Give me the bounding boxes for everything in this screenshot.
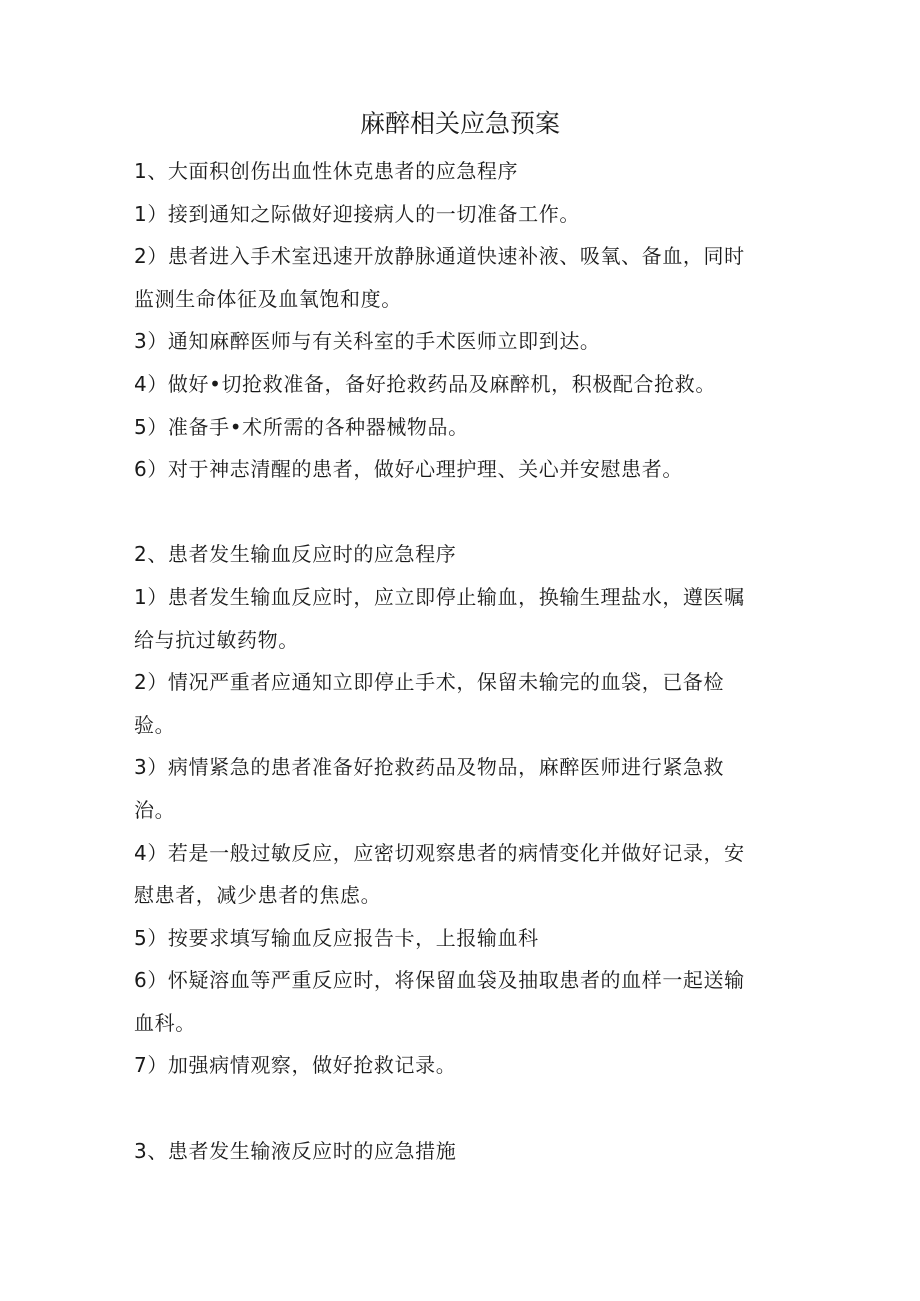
paragraph-line: 1）接到通知之际做好迎接病人的一切准备工作。: [134, 201, 580, 226]
paragraph-line: 2）情况严重者应通知立即停止手术，保留未输完的血袋，已备检: [134, 670, 725, 695]
paragraph-line: 3）病情紧急的患者准备好抢救药品及物品，麻醉医师进行紧急救: [134, 755, 725, 780]
document-body: [134, 150, 774, 1172]
section-heading: 1、大面积创伤出血性休克患者的应急程序: [134, 159, 519, 183]
paragraph-line: 监测生命体征及血氧饱和度。: [134, 286, 402, 311]
section-heading: 2、患者发生输血反应时的应急程序: [134, 542, 457, 567]
paragraph-line: 1）患者发生输血反应时，应立即停止输血，换输生理盐水，遵医嘱: [134, 584, 745, 609]
paragraph-line: 慰患者，减少患者的焦虑。: [134, 883, 382, 908]
paragraph-line: 7）加强病情观察，做好抢救记录。: [134, 1053, 457, 1078]
paragraph-line: 5）按要求填写输血反应报告卡，上报输血科: [134, 925, 539, 950]
paragraph-line: 验。: [134, 712, 176, 737]
paragraph-line: 6）怀疑溶血等严重反应时，将保留血袋及抽取患者的血样一起送输: [134, 968, 745, 993]
section-spacer: [134, 491, 774, 534]
paragraph-line: 2）患者进入手术室迅速开放静脉通道快速补液、吸氧、备血，同时: [134, 244, 745, 269]
paragraph-line: 治。: [134, 797, 176, 822]
paragraph-line: 4）若是一般过敏反应，应密切观察患者的病情变化并做好记录，安: [134, 840, 745, 865]
document-title: 麻醉相关应急预案: [359, 109, 560, 138]
section-spacer: [134, 1087, 774, 1130]
paragraph-line: 给与抗过敏药物。: [134, 627, 299, 652]
paragraph-line: 4）做好•切抢救准备，备好抢救药品及麻醉机，积极配合抢救。: [134, 371, 716, 396]
section-heading: 3、患者发生输液反应时的应急措施: [134, 1138, 457, 1163]
paragraph-line: 6）对于神志清醒的患者，做好心理护理、关心并安慰患者。: [134, 457, 683, 482]
paragraph-line: 5）准备手•术所需的各种器械物品。: [134, 414, 469, 439]
paragraph-line: 血科。: [134, 1010, 196, 1035]
paragraph-line: 3）通知麻醉医师与有关科室的手术医师立即到达。: [134, 329, 601, 354]
